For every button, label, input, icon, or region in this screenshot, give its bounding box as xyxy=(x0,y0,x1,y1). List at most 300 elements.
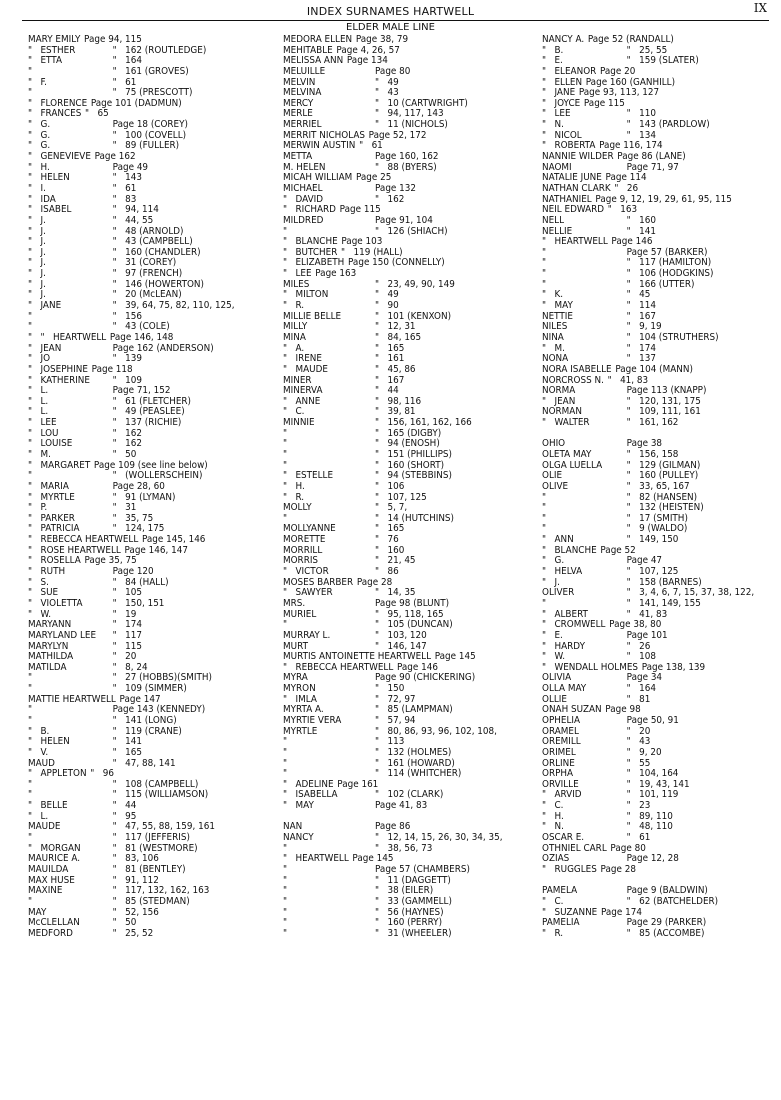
entry-name: " J. xyxy=(28,257,46,269)
entry-pages: Page 120 xyxy=(112,566,154,578)
entry-pages: Page 143 (KENNEDY) xyxy=(112,704,206,716)
entry-name: " xyxy=(542,491,547,503)
entry-pages: Page 162 xyxy=(94,151,136,163)
entry-pages: " 141 xyxy=(112,736,142,748)
entry-name: " BLANCHE xyxy=(283,236,338,248)
entry-pages: Page 115 xyxy=(583,97,625,109)
entry-name: NANNIE WILDER xyxy=(542,151,614,163)
entry-pages: " 96 xyxy=(90,768,115,780)
entry-name: OLGA LUELLA xyxy=(542,459,603,471)
entry-name: " ESTELLE xyxy=(283,470,334,482)
entry-pages: " 43 xyxy=(626,736,651,748)
entry-pages: " 80, 86, 93, 96, 102, 108, xyxy=(375,725,497,737)
entry-name: MILES xyxy=(283,278,310,290)
entry-name: NATHAN CLARK xyxy=(542,182,611,194)
entry-name: NAOMI xyxy=(542,161,572,173)
entry-pages: " 143 (PARDLOW) xyxy=(626,119,710,131)
entry-pages: Page 145 xyxy=(352,853,394,865)
entry-name: MURRAY L. xyxy=(283,629,331,641)
entry-name: " xyxy=(283,768,288,780)
entry-pages: " 45 xyxy=(626,289,651,301)
entry-pages: " 107, 125 xyxy=(626,566,679,578)
index-entry xyxy=(28,493,253,504)
entry-pages: " 50 xyxy=(112,448,137,460)
entry-name: NETTIE xyxy=(542,310,573,322)
entry-pages: " 91, 112 xyxy=(112,874,159,886)
entry-pages: " 101, 119 xyxy=(626,789,679,801)
entry-pages: " 9, 20 xyxy=(626,746,662,758)
entry-name: " I. xyxy=(28,182,46,194)
entry-pages: " 62 (BATCHELDER) xyxy=(626,895,719,907)
entry-pages: Page 71, 97 xyxy=(626,161,679,173)
entry-name: MOSES BARBER xyxy=(283,576,354,588)
entry-name: " xyxy=(542,523,547,535)
entry-name: " J. xyxy=(542,576,560,588)
entry-pages: " 164 xyxy=(626,683,656,695)
entry-name: OHIO xyxy=(542,438,566,450)
entry-pages: Page 20 xyxy=(599,65,636,77)
entry-pages: Page 28, 60 xyxy=(112,480,165,492)
entry-name: " BUTCHER xyxy=(283,246,338,258)
entry-pages: " 82 (HANSEN) xyxy=(626,491,698,503)
entry-name: " MARIA xyxy=(28,480,69,492)
entry-name: MAUILDA xyxy=(28,863,69,875)
entry-pages: " 11 (NICHOLS) xyxy=(375,119,448,131)
entry-name: " R. xyxy=(283,300,305,312)
entry-pages: " 85 (STEDMAN) xyxy=(112,895,190,907)
entry-pages: " 47, 88, 141 xyxy=(112,757,176,769)
entry-pages: " 56 (HAYNES) xyxy=(375,906,444,918)
entry-name: " W. xyxy=(542,651,565,663)
entry-pages: " 98, 116 xyxy=(375,395,422,407)
entry-pages: " 23 xyxy=(626,800,651,812)
entry-pages: " 162 xyxy=(375,193,405,205)
entry-name: " JOSEPHINE xyxy=(28,363,88,375)
entry-pages: Page 103 xyxy=(341,236,383,248)
entry-name: " ISABELLA xyxy=(283,789,338,801)
entry-name: " HEARTWELL xyxy=(542,236,608,248)
entry-pages: Page 35, 75 xyxy=(84,555,137,567)
entry-pages: Page 28 xyxy=(600,863,636,875)
entry-name: MARY EMILY xyxy=(28,34,81,45)
entry-name: " xyxy=(28,832,33,844)
index-entry xyxy=(28,439,253,450)
entry-pages: Page 41, 83 xyxy=(375,800,428,812)
entry-pages: " 95, 118, 165 xyxy=(375,608,444,620)
entry-name: " VICTOR xyxy=(283,566,329,578)
entry-pages: Page 25 xyxy=(355,172,392,184)
entry-name: " xyxy=(28,321,33,333)
entry-pages: Page 50, 91 xyxy=(626,715,679,726)
entry-name: MYRTIE VERA xyxy=(283,715,342,726)
entry-pages: " 38, 56, 73 xyxy=(375,842,433,854)
entry-pages: Page 114 xyxy=(605,172,647,184)
entry-name: OTHNIEL CARL xyxy=(542,842,607,854)
entry-name: " L. xyxy=(28,406,49,418)
entry-pages: Page 38, 79 xyxy=(355,34,409,45)
entry-pages: " 165 xyxy=(375,342,405,354)
entry-name: " J. xyxy=(28,289,46,301)
entry-name: " KATHERINE xyxy=(28,374,90,386)
entry-name: " ELLEN xyxy=(542,76,583,88)
entry-name: " HELEN xyxy=(28,736,70,748)
entry-name: " C. xyxy=(542,895,564,907)
entry-pages: " 5, 7, xyxy=(375,502,408,514)
entry-name: " PARKER xyxy=(28,512,75,524)
entry-pages: " 119 (CRANE) xyxy=(112,725,182,737)
entry-name: " VIOLETTA xyxy=(28,597,83,609)
entry-pages: Page 93, 113, 127 xyxy=(578,87,660,99)
entry-name: " MYRTLE xyxy=(28,491,75,503)
entry-pages: " 43 (COLE) xyxy=(112,321,170,333)
entry-pages: " 61 (FLETCHER) xyxy=(112,395,191,407)
entry-pages: " 110 xyxy=(626,108,656,120)
entry-name: " G. xyxy=(28,140,51,152)
entry-pages: " 106 (HODGKINS) xyxy=(626,268,714,280)
entry-pages: " 150 xyxy=(375,683,405,695)
entry-pages: " 25, 55 xyxy=(626,44,668,56)
entry-name: MURTIS ANTOINETTE HEARTWELL xyxy=(283,651,432,663)
entry-name: " L. xyxy=(28,385,49,397)
entry-pages: Page 116, 174 xyxy=(599,140,663,152)
entry-name: " APPLETON xyxy=(28,768,87,780)
entry-pages: Page 9, 12, 19, 29, 61, 95, 115 xyxy=(595,193,732,205)
entry-pages: " 20 xyxy=(112,651,137,663)
entry-name: NANCY A. xyxy=(542,34,585,45)
entry-name: " G. xyxy=(542,555,565,567)
entry-pages: " 104, 164 xyxy=(626,768,679,780)
entry-name: " ANNE xyxy=(283,395,321,407)
entry-pages: " 146 (HOWERTON) xyxy=(112,278,204,290)
entry-name: " xyxy=(542,268,547,280)
entry-pages: " 163 xyxy=(607,204,638,216)
entry-pages: " 162 xyxy=(112,438,142,450)
entry-name: " xyxy=(283,895,288,907)
entry-pages: " 39, 81 xyxy=(375,406,416,418)
entry-name: " xyxy=(283,906,288,918)
entry-pages: " 132 (HOLMES) xyxy=(375,746,452,758)
entry-pages: " 132 (HEISTEN) xyxy=(626,502,704,514)
index-entry xyxy=(28,67,253,78)
entry-pages: Page 146, 147 xyxy=(124,544,188,556)
entry-pages: " 108 (CAMPBELL) xyxy=(112,778,199,790)
entry-pages: Page 29 (PARKER) xyxy=(626,917,707,929)
header-rule xyxy=(22,20,769,21)
section-subtitle: ELDER MALE LINE xyxy=(346,22,435,33)
entry-name: NELL xyxy=(542,214,565,226)
entry-pages: Page 52 xyxy=(600,544,636,556)
entry-pages: " 44 xyxy=(375,385,399,397)
entry-pages: Page 57 (CHAMBERS) xyxy=(375,863,470,875)
entry-name: NILES xyxy=(542,321,568,333)
entry-name: " ROSELLA xyxy=(28,555,81,567)
entry-name: " MILTON xyxy=(283,289,329,301)
entry-name: " xyxy=(28,310,33,322)
entry-pages: Page 147 xyxy=(119,693,161,705)
entry-pages: " 83 xyxy=(112,193,137,205)
entry-pages: " 85 (ACCOMBE) xyxy=(626,927,705,939)
entry-pages: " 81 (WESTMORE) xyxy=(112,842,198,854)
entry-pages: " 44, 55 xyxy=(112,214,154,226)
entry-pages: " 105 (DUNCAN) xyxy=(375,619,453,631)
entry-name: MELVIN xyxy=(283,76,316,88)
entry-pages: " 49 (PEASLEE) xyxy=(112,406,185,418)
entry-name: MERCY xyxy=(283,97,314,109)
entry-name: NATHANIEL xyxy=(542,193,592,205)
entry-name: MERWIN AUSTIN xyxy=(283,140,356,152)
entry-name: " MARGARET xyxy=(28,459,91,471)
entry-name: ORPHA xyxy=(542,768,574,780)
entry-pages: Page 91, 104 xyxy=(375,214,433,226)
entry-name: " C. xyxy=(283,406,305,418)
entry-name: " MAY xyxy=(283,800,314,812)
entry-name: " xyxy=(28,715,33,726)
entry-pages: Page 98 xyxy=(605,704,641,716)
index-entry xyxy=(28,599,253,610)
entry-pages: " 149, 150 xyxy=(626,534,679,546)
entry-pages: " 48, 110 xyxy=(626,821,673,833)
entry-pages: " 43 xyxy=(375,87,399,99)
entry-name: " ROSE HEARTWELL xyxy=(28,544,121,556)
entry-pages: " 14 (HUTCHINS) xyxy=(375,512,454,524)
entry-pages: " 9, 19 xyxy=(626,321,662,333)
entry-name: " SUZANNE xyxy=(542,906,598,918)
entry-pages: " 14, 35 xyxy=(375,587,416,599)
entry-pages: " 90 xyxy=(375,300,399,312)
entry-name: MEDORA ELLEN xyxy=(283,34,353,45)
entry-name: ORVILLE xyxy=(542,778,579,790)
entry-name: " xyxy=(283,917,288,929)
entry-name: " xyxy=(542,597,547,609)
entry-name: " REBECCA HEARTWELL xyxy=(283,661,394,673)
entry-name: " xyxy=(28,778,33,790)
entry-name: " NICOL xyxy=(542,129,582,141)
entry-name: " xyxy=(283,863,288,875)
entry-pages: " 124, 175 xyxy=(112,523,165,535)
entry-pages: Page 38, 80 xyxy=(609,619,662,631)
entry-name: " FLORENCE xyxy=(28,97,88,109)
entry-pages: " 146, 147 xyxy=(375,640,427,652)
entry-pages: " 156, 161, 162, 166 xyxy=(375,417,472,429)
entry-pages: Page 109 (see line below) xyxy=(93,459,208,471)
entry-name: " J. xyxy=(28,268,46,280)
entry-pages: " 94 (STEBBINS) xyxy=(375,470,452,482)
entry-name: " ELEANOR xyxy=(542,65,597,77)
entry-pages: " 9 (WALDO) xyxy=(626,523,688,535)
entry-pages: " 50 xyxy=(112,917,137,929)
entry-pages: Page 146 xyxy=(611,236,653,248)
entry-name: " RUGGLES xyxy=(542,863,597,875)
entry-name: NORMA xyxy=(542,385,576,397)
entry-name: " R. xyxy=(283,491,305,503)
entry-pages: " 91 (LYMAN) xyxy=(112,491,176,503)
entry-name: MELVINA xyxy=(283,87,322,99)
entry-name: " W. xyxy=(28,608,51,620)
entry-name: " M. xyxy=(542,342,565,354)
entry-name: " JEAN xyxy=(28,342,62,354)
entry-name: " ETTA xyxy=(28,55,63,67)
entry-name: " xyxy=(283,885,288,897)
index-column-2 xyxy=(283,35,538,939)
index-column-3 xyxy=(542,35,777,939)
entry-pages: " 57, 94 xyxy=(375,715,416,726)
entry-name: " xyxy=(283,927,288,939)
entry-pages: Page 104 (MANN) xyxy=(615,363,693,375)
entry-name: " xyxy=(283,842,288,854)
entry-pages: " 61 xyxy=(626,832,651,844)
entry-pages: " 160 (PERRY) xyxy=(375,917,443,929)
page-number: IX xyxy=(753,1,767,15)
entry-pages: Page 34 xyxy=(626,672,663,684)
entry-pages: " 115 (WILLIAMSON) xyxy=(112,789,209,801)
entry-name: PAMELIA xyxy=(542,917,580,929)
entry-pages: Page 115 xyxy=(339,204,381,216)
entry-name: " E. xyxy=(542,629,563,641)
index-entry xyxy=(283,801,518,812)
entry-name: " RICHARD xyxy=(283,204,336,216)
entry-name: " P. xyxy=(28,502,48,514)
entry-name: " xyxy=(28,704,33,716)
entry-pages: Page 18 (COREY) xyxy=(112,119,188,131)
entry-pages: Page 80 xyxy=(375,65,411,77)
entry-name: OLIVER xyxy=(542,587,575,599)
entry-name: " M. xyxy=(28,448,51,460)
entry-name: " H. xyxy=(28,161,50,173)
entry-pages: " 94 (ENOSH) xyxy=(375,438,440,450)
entry-name: NORMAN xyxy=(542,406,582,418)
entry-name: " MORGAN xyxy=(28,842,81,854)
entry-pages: " 11 (DAGGETT) xyxy=(375,874,451,886)
entry-pages: " 166 (UTTER) xyxy=(626,278,695,290)
entry-name: MERRIEL xyxy=(283,119,322,131)
entry-name: " ISABEL xyxy=(28,204,72,216)
entry-pages: " 161 xyxy=(375,353,405,365)
entry-name: " BELLE xyxy=(28,800,68,812)
entry-name: " " HEARTWELL xyxy=(28,331,107,343)
entry-pages: " 134 xyxy=(626,129,656,141)
entry-pages: " 55 xyxy=(626,757,651,769)
entry-pages: Page 86 xyxy=(375,821,411,833)
entry-name: " xyxy=(28,470,33,482)
entry-pages: Page 161 xyxy=(337,778,379,790)
entry-name: " xyxy=(283,438,288,450)
entry-pages: Page 113 (KNAPP) xyxy=(626,385,707,397)
entry-pages: " 150, 151 xyxy=(112,597,165,609)
entry-name: MICHAEL xyxy=(283,182,323,194)
entry-name: MICAH WILLIAM xyxy=(283,172,353,184)
entry-pages: Page 132 xyxy=(375,182,417,194)
entry-pages: " 85 (LAMPMAN) xyxy=(375,704,453,716)
entry-name: " V. xyxy=(28,746,49,758)
entry-pages: " 95 xyxy=(112,810,137,822)
entry-name: NEIL EDWARD xyxy=(542,204,605,216)
entry-name: " N. xyxy=(542,119,564,131)
entry-pages: Page 163 xyxy=(315,268,357,280)
entry-pages: " 65 xyxy=(84,108,109,120)
entry-pages: " 167 xyxy=(375,374,405,386)
entry-name: " REBECCA HEARTWELL xyxy=(28,534,139,546)
entry-name: " GENEVIEVE xyxy=(28,151,91,163)
entry-name: " G. xyxy=(28,129,51,141)
entry-name: NANCY xyxy=(283,832,314,844)
entry-name: " xyxy=(283,736,288,748)
entry-pages: " 102 (CLARK) xyxy=(375,789,444,801)
entry-name: " xyxy=(283,459,288,471)
entry-pages: Page 146, 148 xyxy=(109,331,174,343)
entry-pages: " 49 xyxy=(375,289,399,301)
entry-name: " J. xyxy=(28,246,46,258)
entry-pages: " 89, 110 xyxy=(626,810,673,822)
entry-pages: " 10 (CARTWRIGHT) xyxy=(375,97,468,109)
entry-name: OLLIE xyxy=(542,693,567,705)
entry-name: " MAUDE xyxy=(283,363,328,375)
entry-pages: Page 38 xyxy=(626,438,663,450)
entry-name: " H. xyxy=(283,480,305,492)
entry-name: " ELIZABETH xyxy=(283,257,345,269)
entry-pages: " 104 (STRUTHERS) xyxy=(626,331,719,343)
index-entry xyxy=(28,801,253,812)
entry-pages: " 84, 165 xyxy=(375,331,422,343)
entry-pages: " 47, 55, 88, 159, 161 xyxy=(112,821,215,833)
entry-pages: " 39, 64, 75, 82, 110, 125, xyxy=(112,300,235,312)
entry-pages: " 117, 132, 162, 163 xyxy=(112,885,210,897)
entry-name: " J. xyxy=(28,214,46,226)
index-entry xyxy=(283,290,518,301)
entry-pages: " 108 xyxy=(626,651,656,663)
entry-pages: " 48 (ARNOLD) xyxy=(112,225,184,237)
entry-name: MORRILL xyxy=(283,544,323,556)
entry-name: MARYLAND LEE xyxy=(28,629,97,641)
entry-name: OZIAS xyxy=(542,853,570,865)
entry-name: MAXINE xyxy=(28,885,63,897)
entry-name: " xyxy=(283,512,288,524)
entry-name: " LOUISE xyxy=(28,438,73,450)
index-column-1 xyxy=(28,35,273,939)
entry-pages: " 76 xyxy=(375,534,399,546)
entry-name: NONA xyxy=(542,353,569,365)
entry-name: OLIVE xyxy=(542,480,569,492)
entry-pages: " 17 (SMITH) xyxy=(626,512,688,524)
entry-pages: " 100 (COVELL) xyxy=(112,129,187,141)
entry-name: METTA xyxy=(283,151,313,163)
entry-pages: " 161 (HOWARD) xyxy=(375,757,455,769)
entry-name: " CROMWELL xyxy=(542,619,606,631)
entry-pages: " 52, 156 xyxy=(112,906,159,918)
entry-name: MAX HUSE xyxy=(28,874,75,886)
entry-name: " xyxy=(283,448,288,460)
entry-pages: " 61 xyxy=(359,140,383,152)
entry-pages: " 113 xyxy=(375,736,405,748)
entry-pages: Page 9 (BALDWIN) xyxy=(626,885,708,897)
entry-name: " ANN xyxy=(542,534,574,546)
entry-pages: Page 28 xyxy=(356,576,393,588)
entry-name: MYRTA A. xyxy=(283,704,324,716)
entry-name: " JEAN xyxy=(542,395,576,407)
page-title: INDEX SURNAMES HARTWELL xyxy=(306,5,475,18)
entry-pages: " 20 xyxy=(626,725,651,737)
entry-name: " PATRICIA xyxy=(28,523,80,535)
entry-name: NATALIE JUNE xyxy=(542,172,602,184)
entry-pages: " 129 (GILMAN) xyxy=(626,459,701,471)
entry-pages: " 165 xyxy=(375,523,405,535)
entry-pages: " 143 xyxy=(112,172,142,184)
entry-name: MORRIS xyxy=(283,555,319,567)
entry-pages: Page 118 xyxy=(91,363,133,375)
entry-name: OLETA MAY xyxy=(542,448,592,460)
entry-pages: " 117 (HAMILTON) xyxy=(626,257,712,269)
entry-name: " xyxy=(28,672,33,684)
entry-name: " xyxy=(542,246,547,258)
